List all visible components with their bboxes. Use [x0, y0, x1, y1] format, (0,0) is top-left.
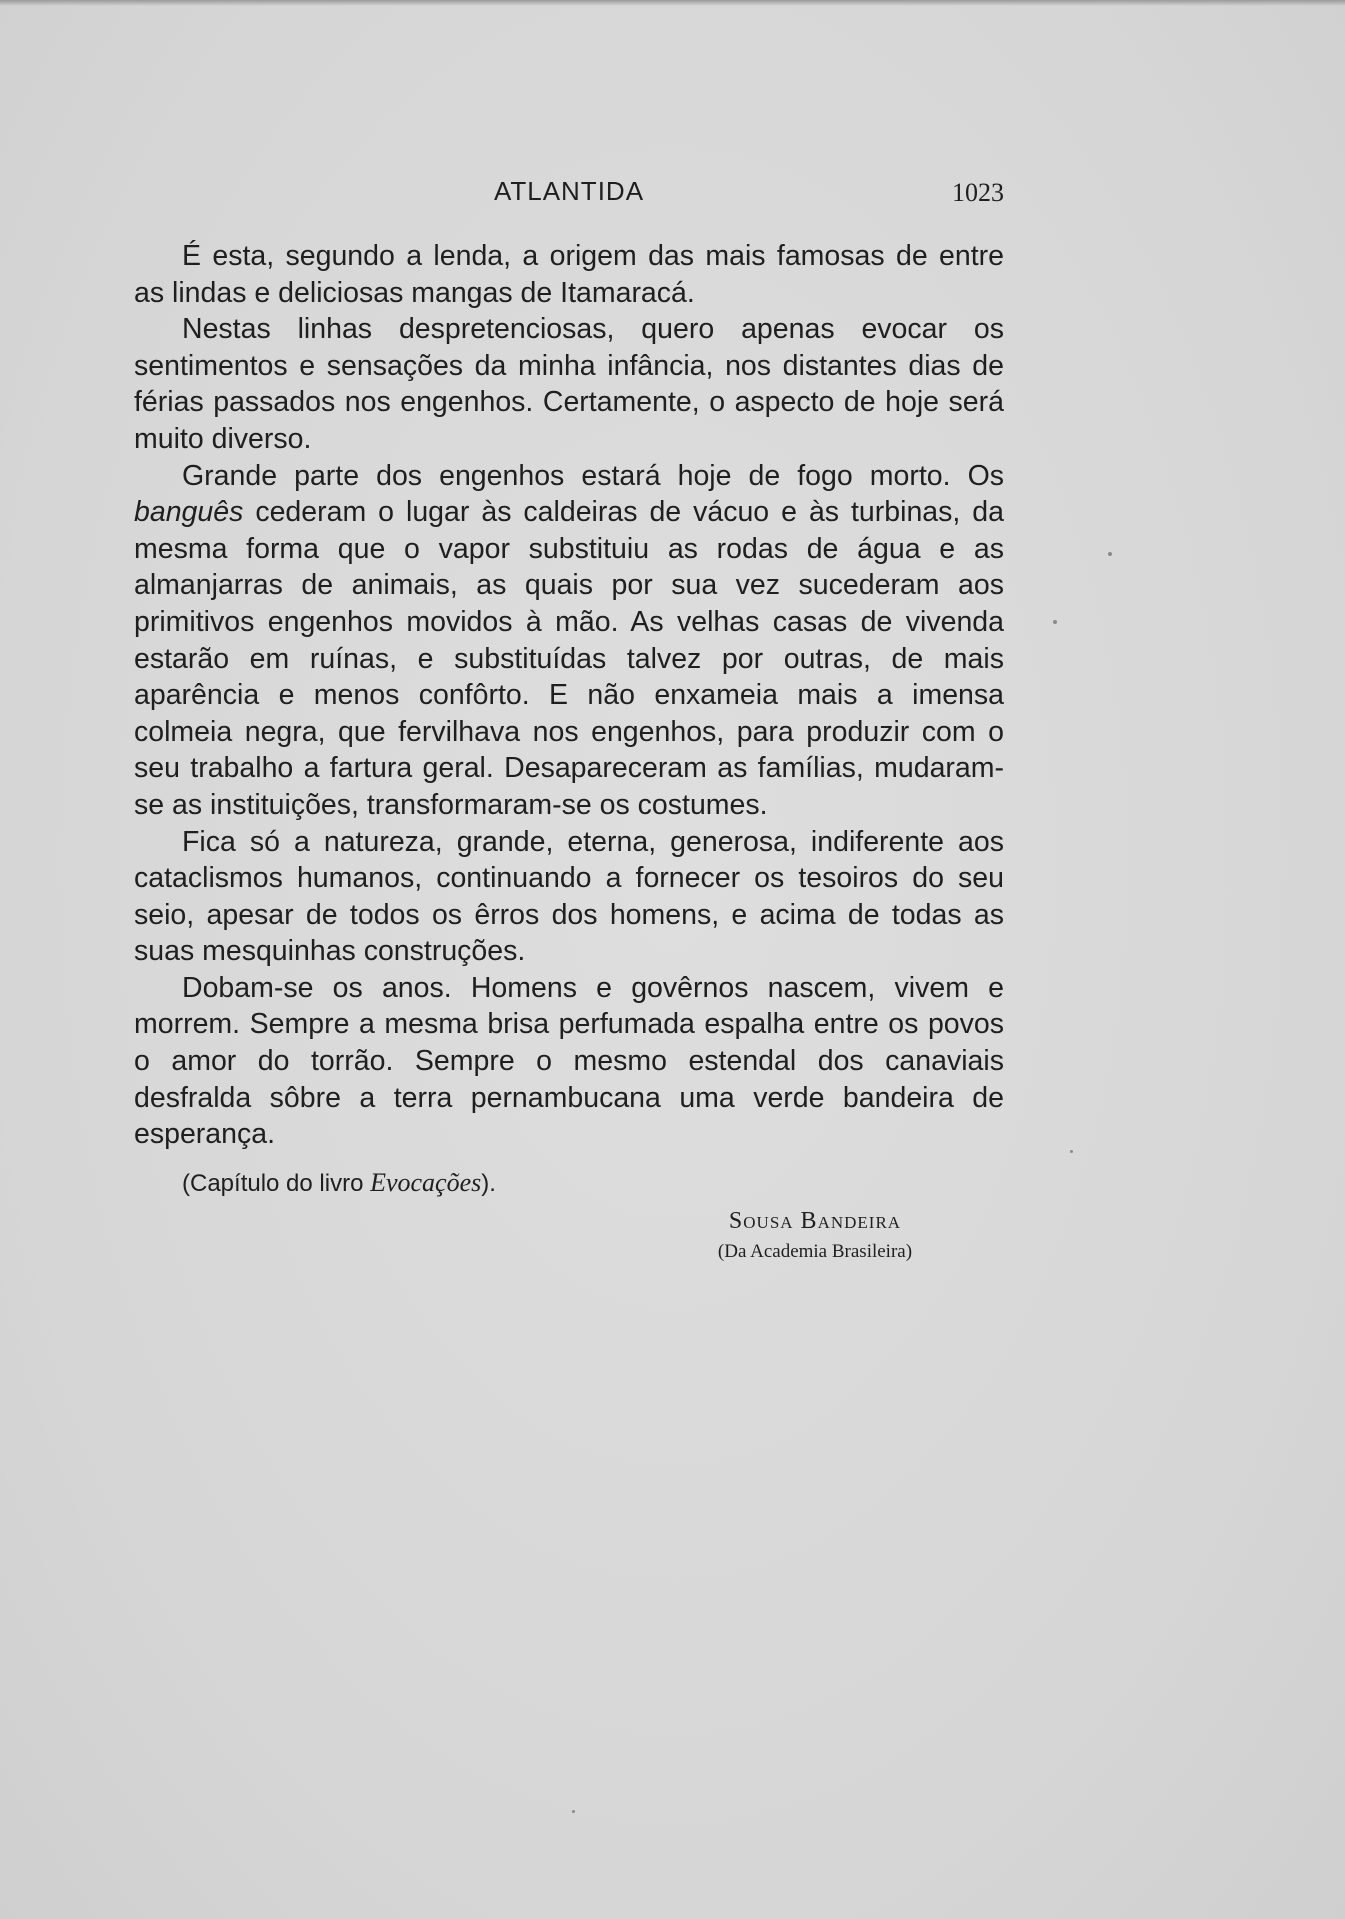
- paragraph: Nestas linhas despretenciosas, quero apenas evocar os sentimentos e sensações da minha infância, nos distantes dias de férias passados nos engenhos. Certamente, o aspecto de hoje será muito diverso.: [134, 313, 1004, 455]
- paragraph: [134, 458, 1004, 824]
- page-number: 1023: [952, 178, 1004, 207]
- paragraph: Dobam-se os anos. Homens e govêrnos nascem, vivem e morrem. Sempre a mesma brisa perfumada espalha entre os povos o amor do torrão. Sempre o mesmo estendal dos canaviais desfralda sôbre a terra pernambucana uma verde bandeira de esperança.: [134, 971, 1004, 1151]
- book-title: Evocações: [370, 1168, 482, 1197]
- caption-suffix: ).: [481, 1170, 496, 1197]
- paper-speck: [1108, 552, 1112, 556]
- paper-speck: [1070, 1150, 1073, 1153]
- running-head: [134, 176, 1004, 212]
- italic-term: banguês: [134, 496, 244, 529]
- page-edge-shadow: [0, 0, 1345, 6]
- paper-speck: [1053, 620, 1057, 624]
- author-name: Sousa Bandeira: [728, 1208, 902, 1234]
- paper-speck: [572, 1810, 575, 1813]
- signature-block: [680, 1205, 950, 1267]
- author-affiliation: (Da Academia Brasileira): [717, 1241, 913, 1262]
- paragraph: Fica só a natureza, grande, eterna, generosa, indiferente aos cataclismos humanos, continuando a fornecer os tesoiros do seu seio, apesar de todos os êrros dos homens, e acima de todas as suas mesquinhas construções.: [134, 825, 1004, 968]
- article-body: [134, 238, 1004, 1153]
- paragraph-text: Grande parte dos engenhos estará hoje de fogo morto. Os: [182, 459, 1004, 492]
- paragraph-text: cederam o lugar às caldeiras de vácuo e às turbinas, da mesma forma que o vapor substituiu as rodas de água e as almanjarras de animais, as quais por sua vez sucederam aos primitivos engenhos movidos à mão. As velhas casas de vivenda estarão em ruínas, e substituídas talvez por outras, de mais aparência e menos confôrto. E não enxameia mais a imensa colmeia negra, que fervilhava nos engenhos, para produzir com o seu trabalho a fartura geral. Desapareceram as famílias, mudaram-se as instituições, transformaram-se os costumes.: [134, 496, 1004, 821]
- paragraph: É esta, segundo a lenda, a origem das mais famosas de entre as lindas e deliciosas mangas de Itamaracá.: [134, 240, 1004, 309]
- source-caption: [182, 1168, 496, 1198]
- caption-prefix: (Capítulo do livro: [182, 1170, 371, 1197]
- journal-title: ATLANTIDA: [493, 176, 645, 206]
